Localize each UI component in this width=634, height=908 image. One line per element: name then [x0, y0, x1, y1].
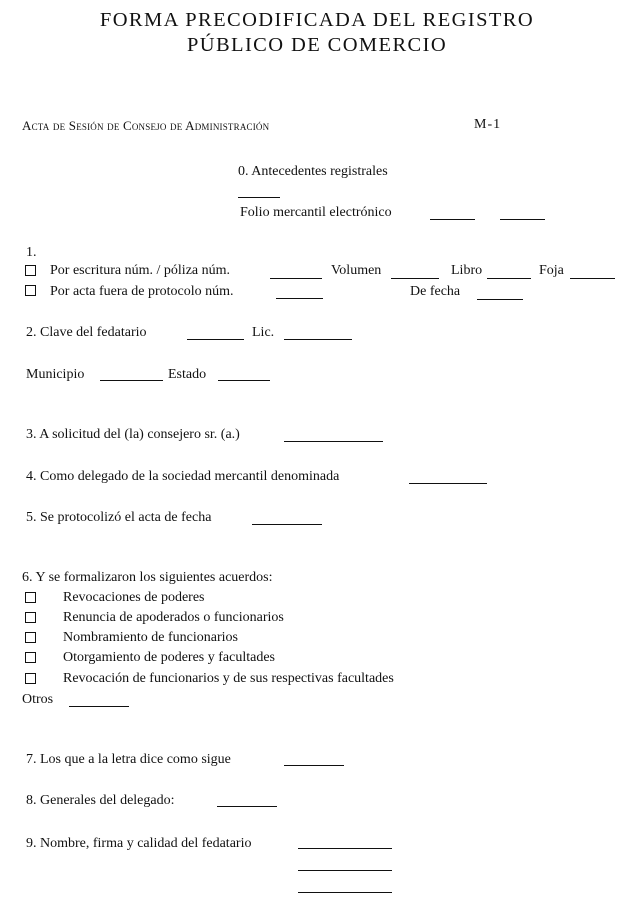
otros-field[interactable] — [69, 706, 129, 707]
section-5-label: 5. Se protocolizó el acta de fecha — [26, 510, 212, 525]
checkbox-acta-fuera[interactable] — [25, 285, 36, 296]
option-otorgamiento: Otorgamiento de poderes y facultades — [63, 650, 276, 665]
section-9-label: 9. Nombre, firma y calidad del fedatario — [26, 836, 252, 851]
checkbox-escritura[interactable] — [25, 265, 36, 276]
section-0-title: 0. Antecedentes registrales — [238, 164, 388, 179]
form-code: M-1 — [474, 117, 502, 132]
de-fecha-field[interactable] — [477, 299, 523, 300]
checkbox-otorgamiento[interactable] — [25, 652, 36, 663]
volumen-label: Volumen — [331, 263, 382, 278]
volumen-field[interactable] — [391, 278, 439, 279]
section-1-number: 1. — [26, 245, 37, 260]
escritura-field[interactable] — [270, 278, 322, 279]
section-7-label: 7. Los que a la letra dice como sigue — [26, 752, 231, 767]
option-nombramiento: Nombramiento de funcionarios — [63, 630, 238, 645]
checkbox-revocacion-funcionarios[interactable] — [25, 673, 36, 684]
otros-label: Otros — [22, 692, 54, 707]
checkbox-revocaciones[interactable] — [25, 592, 36, 603]
form-title-line-2: PÚBLICO DE COMERCIO — [186, 34, 448, 56]
estado-label: Estado — [168, 367, 207, 382]
foja-field[interactable] — [570, 278, 615, 279]
section-0-blank-1[interactable] — [238, 197, 280, 198]
foja-label: Foja — [539, 263, 564, 278]
lic-field[interactable] — [284, 339, 352, 340]
option-revocaciones: Revocaciones de poderes — [63, 590, 205, 605]
section-6-title: 6. Y se formalizaron los siguientes acuerdos: — [22, 570, 273, 585]
clave-field[interactable] — [187, 339, 244, 340]
letra-field[interactable] — [284, 765, 344, 766]
checkbox-nombramiento[interactable] — [25, 632, 36, 643]
fedatario-field-3[interactable] — [298, 892, 392, 893]
acta-fecha-field[interactable] — [252, 524, 322, 525]
de-fecha-label: De fecha — [410, 284, 461, 299]
checkbox-renuncia[interactable] — [25, 612, 36, 623]
folio-field-1[interactable] — [430, 219, 475, 220]
section-8-label: 8. Generales del delegado: — [26, 793, 175, 808]
option-renuncia: Renuncia de apoderados o funcionarios — [63, 610, 284, 625]
acta-fuera-field[interactable] — [276, 298, 323, 299]
municipio-label: Municipio — [26, 367, 85, 382]
form-name: Acta de Sesión de Consejo de Administración — [22, 118, 270, 133]
section-4-label: 4. Como delegado de la sociedad mercantil denominada — [26, 469, 340, 484]
section-3-label: 3. A solicitud del (la) consejero sr. (a.) — [26, 427, 240, 442]
lic-label: Lic. — [252, 325, 275, 340]
escritura-label: Por escritura núm. / póliza núm. — [50, 263, 231, 278]
form-title-line-1: FORMA PRECODIFICADA DEL REGISTRO — [99, 9, 535, 31]
estado-field[interactable] — [218, 380, 270, 381]
fedatario-field-1[interactable] — [298, 848, 392, 849]
clave-label: 2. Clave del fedatario — [26, 325, 147, 340]
consejero-field[interactable] — [284, 441, 383, 442]
sociedad-field[interactable] — [409, 483, 487, 484]
generales-field[interactable] — [217, 806, 277, 807]
folio-label: Folio mercantil electrónico — [240, 205, 392, 220]
libro-label: Libro — [451, 263, 483, 278]
folio-field-2[interactable] — [500, 219, 545, 220]
option-revocacion-funcionarios: Revocación de funcionarios y de sus respectivas facultades — [63, 671, 394, 686]
municipio-field[interactable] — [100, 380, 163, 381]
acta-fuera-label: Por acta fuera de protocolo núm. — [50, 284, 234, 299]
fedatario-field-2[interactable] — [298, 870, 392, 871]
libro-field[interactable] — [487, 278, 531, 279]
